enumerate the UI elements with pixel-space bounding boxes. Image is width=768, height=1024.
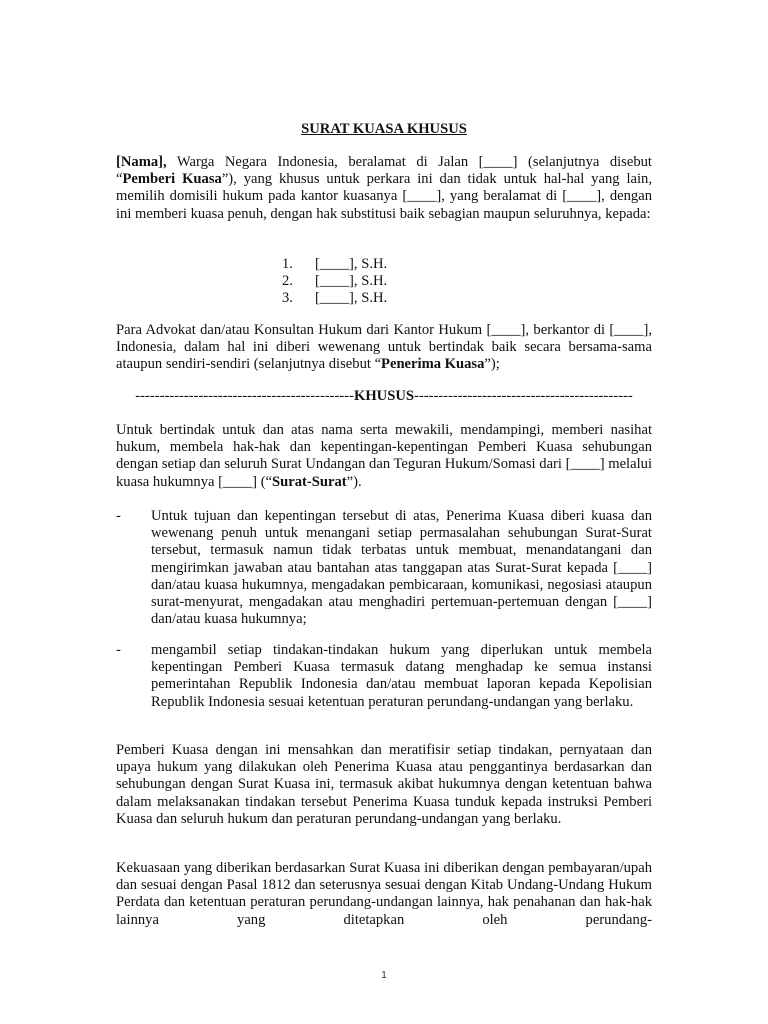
- untuk-text-2: ”).: [346, 473, 362, 490]
- attorney-list: [282, 256, 387, 308]
- list-number: 3.: [282, 290, 293, 307]
- section-divider: [116, 388, 652, 405]
- list-item: [282, 290, 387, 307]
- divider-dashes-left: ---------------------------------------------: [135, 388, 354, 404]
- bullet-text: mengambil setiap tindakan-tindakan hukum yang diperlukan untuk membela kepentingan Pemberi Kuasa termasuk datang menghadap ke semua instansi pemerintahan Republik Indonesia dan/atau membuat laporan kepada Kepolisian Republik Indonesia sesuai ketentuan peraturan perundang-undangan yang berlaku.: [151, 642, 652, 710]
- list-item: [282, 273, 387, 290]
- attorney-name: [____], S.H.: [315, 256, 388, 272]
- advokat-paragraph: [116, 322, 652, 374]
- list-number: 2.: [282, 273, 293, 290]
- untuk-paragraph: [116, 422, 652, 491]
- principal-name: [Nama],: [116, 154, 167, 170]
- bullet-text: Untuk tujuan dan kepentingan tersebut di atas, Penerima Kuasa diberi kuasa dan wewenang penuh untuk menangani setiap permasalahan sehubungan Surat-Surat tersebut, termasuk namun tidak terbatas untuk membuat, menandatangani dan mengirimkan jawaban atau bantahan atas tanggapan atas Surat-Surat kepada [____] dan/atau kuasa hukumnya, mengadakan pembicaraan, komunikasi, negosiasi ataupun surat-menyurat, mengadakan atau menghadiri pertemuan-pertemuan dengan [____] dan/atau kuasa hukumnya;: [151, 508, 652, 628]
- intro-text-1: Warga Negara Indonesia, beralamat di Jalan [____] (selanjutnya disebut “: [116, 154, 652, 188]
- page-number: 1: [381, 970, 387, 981]
- attorney-name: [____], S.H.: [315, 273, 388, 290]
- divider-label: KHUSUS: [353, 388, 414, 404]
- document-title: SURAT KUASA KHUSUS: [301, 121, 467, 137]
- ratify-paragraph: Pemberi Kuasa dengan ini mensahkan dan meratifisir setiap tindakan, pernyataan dan upaya hukum yang dilakukan oleh Penerima Kuasa atau penggantinya berdasarkan dan sehubungan dengan Surat Kuasa ini, termasuk akibat hukumnya dengan ketentuan bahwa dalam melaksanakan tindakan tersebut Penerima Kuasa tunduk kepada instruksi Pemberi Kuasa dan seluruh hukum dan peraturan perundang-undangan yang berlaku.: [116, 742, 652, 827]
- bullet-item: [116, 508, 652, 628]
- advokat-text-2: ”);: [484, 356, 500, 373]
- surat-surat-term: Surat-Surat: [272, 473, 347, 490]
- intro-paragraph: [116, 154, 652, 223]
- pemberi-kuasa-term: Pemberi Kuasa: [122, 171, 222, 188]
- intro-text-2: ”), yang khusus untuk perkara ini dan tidak untuk hal-hal yang lain, memilih domisili hukum pada kantor kuasanya [____], yang beralamat di [____], dengan ini memberi kuasa penuh, dengan hak substitusi baik sebagian maupun seluruhnya, kepada:: [116, 171, 652, 222]
- bullet-dash: -: [116, 508, 121, 524]
- bullet-dash: -: [116, 642, 121, 658]
- untuk-text-1: Untuk bertindak untuk dan atas nama serta mewakili, mendampingi, memberi nasihat hukum, membela hak-hak dan kepentingan-kepentingan Pemberi Kuasa sehubungan dengan setiap dan seluruh Surat Undangan dan Teguran Hukum/Somasi dari [____] melalui kuasa hukumnya [____] (“: [116, 422, 652, 490]
- list-number: 1.: [282, 256, 293, 272]
- advokat-text-1: Para Advokat dan/atau Konsultan Hukum dari Kantor Hukum [____], berkantor di [____], Indonesia, dalam hal ini diberi wewenang untuk bertindak baik secara bersama-sama ataupun sendiri-sendiri (selanjutnya disebut “: [116, 322, 652, 373]
- list-item: [282, 256, 387, 273]
- bullet-item: [116, 642, 652, 711]
- penerima-kuasa-term: Penerima Kuasa: [381, 356, 485, 373]
- divider-dashes-right: ---------------------------------------------: [414, 388, 633, 404]
- attorney-name: [____], S.H.: [315, 290, 388, 307]
- kekuasaan-paragraph: Kekuasaan yang diberikan berdasarkan Surat Kuasa ini diberikan dengan pembayaran/upah dan sesuai dengan Pasal 1812 dan seterusnya sesuai dengan Kitab Undang-Undang Hukum Perdata dan ketentuan peraturan perundang-undangan lainnya, hak penahanan dan hak-hak lainnya yang ditetapkan oleh perundang-: [116, 860, 652, 928]
